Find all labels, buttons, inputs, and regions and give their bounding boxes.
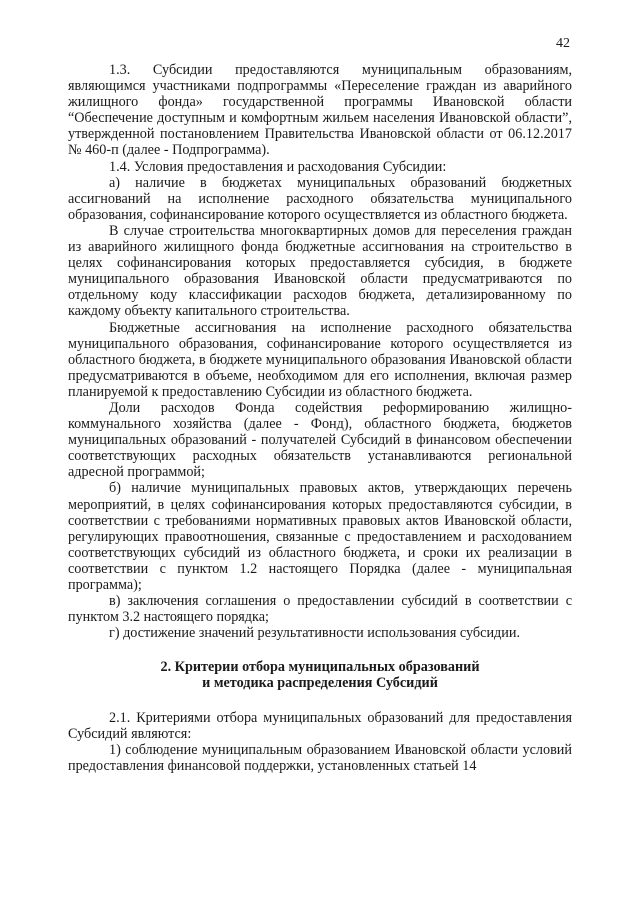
paragraph-1-3: 1.3. Субсидии предоставляются муниципальным образованиям, являющимся участниками подпрограммы «Переселение граждан из аварийного жилищного фонда» государственной программы Ивановской области “Обеспечение доступным и комфортным жильем населения Ивановской области”, утвержденной постановлением Правительства Ивановской области от 06.12.2017 № 460-п (далее - Подпрограмма). (68, 62, 572, 159)
paragraph-1-4: 1.4. Условия предоставления и расходования Субсидии: (109, 158, 447, 175)
paragraph-condition-v: в) заключения соглашения о предоставлении субсидий в соответствии с пунктом 3.2 настоящего порядка; (68, 593, 572, 626)
section-heading-line-2: и методика распределения Субсидий (202, 675, 438, 692)
paragraph-condition-a: а) наличие в бюджетах муниципальных образований бюджетных ассигнований на исполнение расходного обязательства муниципального образования, софинансирование которого осуществляется из областного бюджета. (68, 174, 572, 223)
document-body (68, 62, 572, 774)
paragraph-construction: В случае строительства многоквартирных домов для переселения граждан из аварийного жилищного фонда бюджетные ассигнования на строительство в целях софинансирования которых предоставляется субсидия, в бюджете муниципального образования Ивановской области предусматриваются по отдельному коду классификации расходов бюджета, детализированному по каждому объекту капитального строительства. (68, 222, 572, 320)
paragraph-condition-b: б) наличие муниципальных правовых актов, утверждающих перечень мероприятий, в целях софинансирования которых предоставляются субсидии, в соответствии с требованиями нормативных правовых актов Ивановской области, регулирующих правоотношения, связанные с предоставлением и расходованием соответствующих субсидий из областного бюджета, и сроки их реализации в соответствии с пунктом 1.2 настоящего Порядка (далее - муниципальная программа); (68, 480, 572, 593)
paragraph-fund-shares: Доли расходов Фонда содействия реформированию жилищно-коммунального хозяйства (далее - Фонд), областного бюджета, бюджетов муниципальных образований - получателей Субсидий в финансовом обеспечении соответствующих расходных обязательств устанавливаются региональной адресной программой; (68, 399, 572, 481)
paragraph-criterion-1: 1) соблюдение муниципальным образованием Ивановской области условий предоставления финансовой поддержки, установленных статьей 14 (68, 741, 572, 774)
paragraph-2-1: 2.1. Критериями отбора муниципальных образований для предоставления Субсидий являются: (68, 709, 572, 742)
paragraph-condition-g: г) достижение значений результативности использования субсидии. (109, 625, 520, 642)
section-heading (68, 659, 572, 691)
page-number: 42 (556, 36, 570, 51)
section-heading-line-1: 2. Критерии отбора муниципальных образований (160, 659, 480, 676)
paragraph-budget-allocations: Бюджетные ассигнования на исполнение расходного обязательства муниципального образования, софинансирование которого осуществляется из областного бюджета, в бюджете муниципального образования Ивановской области предусматриваются в объеме, необходимом для его исполнения, включая размер планируемой к предоставлению Субсидии из областного бюджета. (68, 319, 572, 400)
